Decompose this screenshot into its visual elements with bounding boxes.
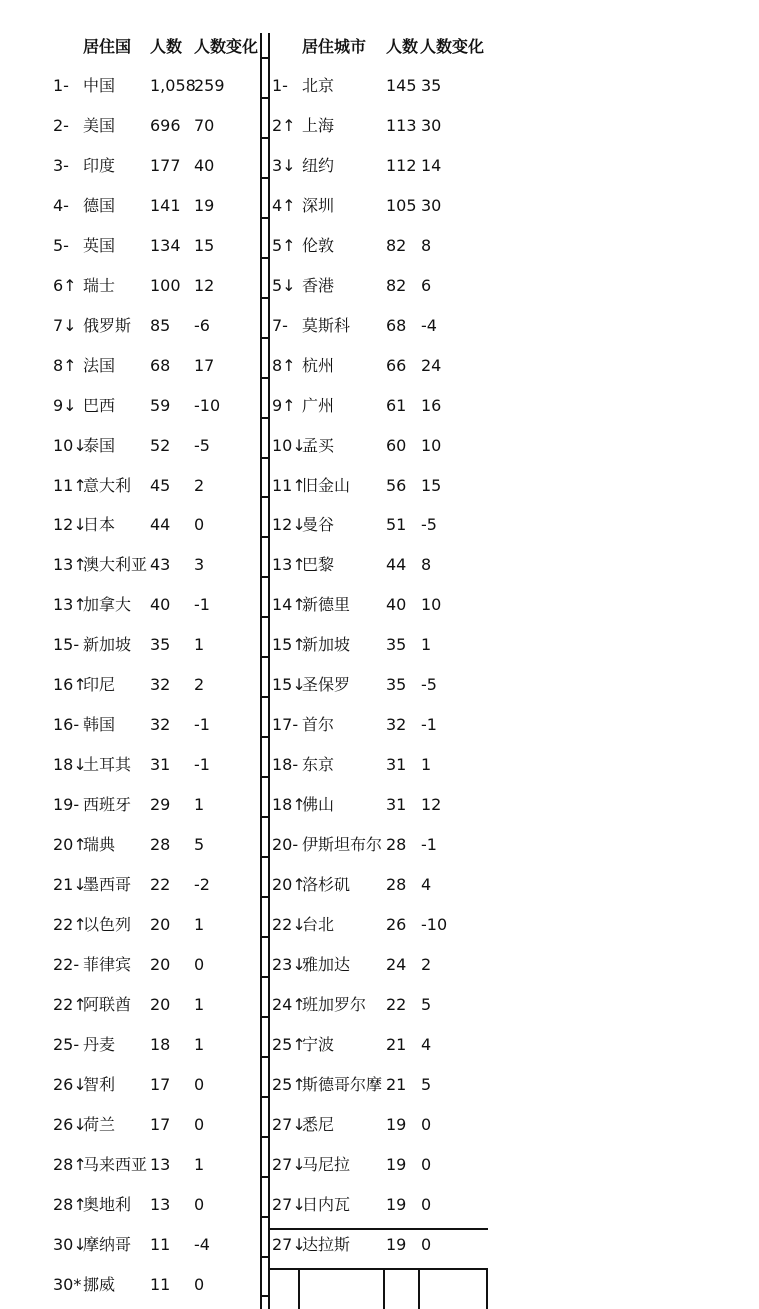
city-change: 14	[421, 155, 442, 175]
country-count: 22	[150, 875, 171, 894]
country-change: -2	[194, 875, 210, 894]
country-rank: 10↓	[53, 435, 87, 455]
country-change: 0	[194, 515, 205, 535]
city-name: 伊斯坦布尔	[302, 835, 383, 855]
city-change: 12	[421, 795, 442, 815]
city-name: 东京	[302, 755, 335, 775]
city-rank: 4↑	[272, 195, 296, 215]
divider-tick	[260, 616, 270, 618]
city-count: 68	[386, 315, 407, 335]
city-count: 82	[386, 275, 407, 295]
city-count: 60	[386, 435, 407, 455]
divider-tick	[260, 457, 270, 459]
city-count: 145	[386, 76, 417, 95]
country-name: 法国	[83, 355, 116, 375]
country-rank: 13↑	[53, 595, 87, 615]
city-count: 31	[386, 795, 407, 815]
country-count: 52	[150, 435, 171, 455]
city-rank: 5↑	[272, 235, 296, 255]
city-rank: 25↑	[272, 1074, 306, 1094]
country-rank: 6↑	[53, 275, 77, 295]
city-rank: 1-	[272, 76, 288, 95]
country-name: 丹麦	[83, 1034, 116, 1054]
city-count: 61	[386, 395, 407, 415]
city-rank: 27↓	[272, 1234, 306, 1254]
country-change: 1	[194, 635, 205, 655]
country-count: 11	[150, 1234, 171, 1254]
country-count: 141	[150, 195, 181, 215]
country-change: 17	[194, 355, 215, 375]
divider-tick	[260, 1256, 270, 1258]
divider-tick	[260, 1056, 270, 1058]
city-name: 日内瓦	[302, 1194, 351, 1214]
divider-tick	[260, 257, 270, 259]
city-name: 北京	[302, 76, 335, 95]
city-count: 19	[386, 1194, 407, 1214]
city-name: 首尔	[302, 715, 335, 735]
city-count: 22	[386, 994, 407, 1014]
city-name: 新加坡	[302, 635, 351, 655]
city-count: 26	[386, 914, 407, 934]
country-change: 15	[194, 235, 215, 255]
country-rank: 15-	[53, 635, 80, 655]
city-change: 5	[421, 994, 432, 1014]
country-count: 11	[150, 1274, 171, 1294]
divider-tick	[260, 816, 270, 818]
city-change: 16	[421, 395, 442, 415]
city-change: 0	[421, 1194, 432, 1214]
divider-tick	[260, 1176, 270, 1178]
country-count: 31	[150, 755, 171, 775]
country-change: 1	[194, 1034, 205, 1054]
city-change: 15	[421, 475, 442, 495]
city-rank: 22↓	[272, 914, 306, 934]
city-name: 伦敦	[302, 235, 335, 255]
city-rank: 2↑	[272, 115, 296, 135]
country-rank: 7↓	[53, 315, 77, 335]
country-count: 134	[150, 235, 181, 255]
city-change: 8	[421, 555, 432, 575]
city-change: -1	[421, 715, 437, 735]
country-count: 43	[150, 555, 171, 575]
city-change: 4	[421, 875, 432, 894]
country-name: 以色列	[83, 914, 132, 934]
country-name: 墨西哥	[83, 875, 132, 894]
country-name: 德国	[83, 195, 116, 215]
country-name: 印度	[83, 155, 116, 175]
header-city: 居住城市	[302, 37, 367, 56]
country-rank: 26↓	[53, 1114, 87, 1134]
divider-tick	[260, 856, 270, 858]
city-count: 28	[386, 875, 407, 894]
divider-tick	[260, 536, 270, 538]
city-rank: 24↑	[272, 994, 306, 1014]
divider-tick	[260, 776, 270, 778]
divider-tick	[260, 1016, 270, 1018]
city-rank: 15↓	[272, 675, 306, 695]
city-count: 82	[386, 235, 407, 255]
empty-grid-top-rule	[270, 1268, 488, 1270]
country-name: 巴西	[83, 395, 116, 415]
city-rank: 20-	[272, 835, 299, 855]
city-name: 宁波	[302, 1034, 335, 1054]
city-count: 19	[386, 1234, 407, 1254]
city-change: 8	[421, 235, 432, 255]
city-rank: 20↑	[272, 875, 306, 894]
country-rank: 5-	[53, 235, 69, 255]
city-name: 雅加达	[302, 954, 351, 974]
city-name: 上海	[302, 115, 335, 135]
country-count: 17	[150, 1074, 171, 1094]
country-count: 100	[150, 275, 181, 295]
city-name: 纽约	[302, 155, 335, 175]
city-change: -4	[421, 315, 437, 335]
country-change: 2	[194, 475, 205, 495]
divider-tick	[260, 377, 270, 379]
country-change: 1	[194, 795, 205, 815]
city-rank: 27↓	[272, 1194, 306, 1214]
divider-tick	[260, 97, 270, 99]
country-change: 3	[194, 555, 205, 575]
divider-tick	[260, 417, 270, 419]
divider-tick	[260, 896, 270, 898]
city-rank: 27↓	[272, 1154, 306, 1174]
divider-line	[268, 33, 270, 1309]
country-name: 奥地利	[83, 1194, 132, 1214]
country-change: -1	[194, 715, 210, 735]
country-count: 1,058	[150, 76, 196, 95]
city-name: 佛山	[302, 795, 335, 815]
country-name: 西班牙	[83, 795, 132, 815]
empty-grid-line	[486, 1268, 488, 1309]
country-name: 泰国	[83, 435, 116, 455]
country-rank: 20↑	[53, 835, 87, 855]
city-change: 6	[421, 275, 432, 295]
country-rank: 13↑	[53, 555, 87, 575]
city-change: -10	[421, 914, 448, 934]
country-count: 32	[150, 715, 171, 735]
country-rank: 25-	[53, 1034, 80, 1054]
country-count: 68	[150, 355, 171, 375]
country-change: 0	[194, 1274, 205, 1294]
country-rank: 4-	[53, 195, 69, 215]
city-name: 马尼拉	[302, 1154, 351, 1174]
divider-tick	[260, 1216, 270, 1218]
city-name: 悉尼	[302, 1114, 335, 1134]
city-rank: 27↓	[272, 1114, 306, 1134]
city-change: 2	[421, 954, 432, 974]
header-change: 人数变化	[194, 37, 259, 56]
city-name: 圣保罗	[302, 675, 351, 695]
divider-tick	[260, 337, 270, 339]
country-rank: 28↑	[53, 1154, 87, 1174]
city-change: -1	[421, 835, 437, 855]
divider-tick	[260, 217, 270, 219]
city-change: 0	[421, 1154, 432, 1174]
country-rank: 26↓	[53, 1074, 87, 1094]
city-change: 24	[421, 355, 442, 375]
country-change: -1	[194, 595, 210, 615]
divider-tick	[260, 1136, 270, 1138]
empty-grid-line	[418, 1268, 420, 1309]
city-count: 44	[386, 555, 407, 575]
country-rank: 11↑	[53, 475, 87, 495]
city-count: 24	[386, 954, 407, 974]
country-name: 美国	[83, 115, 116, 135]
divider-tick	[260, 576, 270, 578]
country-count: 28	[150, 835, 171, 855]
divider-tick	[260, 137, 270, 139]
city-name: 达拉斯	[302, 1234, 351, 1254]
city-rank: 11↑	[272, 475, 306, 495]
country-name: 澳大利亚	[83, 555, 148, 575]
city-rank: 3↓	[272, 155, 296, 175]
city-change: 0	[421, 1234, 432, 1254]
country-rank: 1-	[53, 76, 69, 95]
city-name: 新德里	[302, 595, 351, 615]
city-rank: 8↑	[272, 355, 296, 375]
city-count: 21	[386, 1074, 407, 1094]
country-count: 45	[150, 475, 171, 495]
city-rank: 17-	[272, 715, 299, 735]
city-count: 28	[386, 835, 407, 855]
country-rank: 9↓	[53, 395, 77, 415]
country-count: 13	[150, 1194, 171, 1214]
country-change: 259	[194, 76, 225, 95]
city-name: 曼谷	[302, 515, 335, 535]
country-count: 696	[150, 115, 181, 135]
country-rank: 8↑	[53, 355, 77, 375]
country-count: 35	[150, 635, 171, 655]
city-change: 35	[421, 76, 442, 95]
city-name: 巴黎	[302, 555, 335, 575]
country-change: -4	[194, 1234, 210, 1254]
country-name: 韩国	[83, 715, 116, 735]
country-rank: 28↑	[53, 1194, 87, 1214]
country-count: 20	[150, 914, 171, 934]
divider-tick	[260, 177, 270, 179]
country-change: 2	[194, 675, 205, 695]
country-change: 1	[194, 914, 205, 934]
divider-tick	[260, 1096, 270, 1098]
city-count: 113	[386, 115, 417, 135]
city-rank: 18↑	[272, 795, 306, 815]
city-change: 4	[421, 1034, 432, 1054]
country-name: 日本	[83, 515, 116, 535]
city-count: 19	[386, 1114, 407, 1134]
country-change: -6	[194, 315, 210, 335]
divider-line	[260, 33, 262, 1309]
country-change: 70	[194, 115, 215, 135]
city-change: -5	[421, 515, 437, 535]
country-rank: 30*	[53, 1274, 82, 1294]
country-rank: 2-	[53, 115, 69, 135]
country-rank: 30↓	[53, 1234, 87, 1254]
header-city-count: 人数	[386, 37, 419, 56]
country-rank: 12↓	[53, 515, 87, 535]
divider-tick	[260, 57, 270, 59]
country-change: 5	[194, 835, 205, 855]
city-name: 香港	[302, 275, 335, 295]
city-rank: 15↑	[272, 635, 306, 655]
empty-grid-line	[298, 1268, 300, 1309]
country-count: 20	[150, 994, 171, 1014]
city-change: 1	[421, 635, 432, 655]
country-name: 荷兰	[83, 1114, 116, 1134]
country-count: 44	[150, 515, 171, 535]
country-change: 0	[194, 1074, 205, 1094]
country-change: -1	[194, 755, 210, 775]
country-rank: 22↑	[53, 914, 87, 934]
empty-grid-line	[383, 1268, 385, 1309]
country-change: -10	[194, 395, 221, 415]
country-change: 0	[194, 1114, 205, 1134]
city-change: 5	[421, 1074, 432, 1094]
city-count: 19	[386, 1154, 407, 1174]
city-change: -5	[421, 675, 437, 695]
city-change: 30	[421, 195, 442, 215]
country-rank: 22↑	[53, 994, 87, 1014]
city-name: 斯德哥尔摩	[302, 1074, 383, 1094]
city-name: 广州	[302, 395, 335, 415]
country-name: 英国	[83, 235, 116, 255]
country-count: 40	[150, 595, 171, 615]
city-rank: 9↑	[272, 395, 296, 415]
city-rank: 14↑	[272, 595, 306, 615]
country-name: 瑞典	[83, 835, 116, 855]
city-change: 30	[421, 115, 442, 135]
country-count: 13	[150, 1154, 171, 1174]
country-name: 土耳其	[83, 755, 132, 775]
divider-tick	[260, 936, 270, 938]
country-change: -5	[194, 435, 210, 455]
country-name: 智利	[83, 1074, 116, 1094]
header-city-change: 人数变化	[420, 37, 485, 56]
city-rank: 13↑	[272, 555, 306, 575]
country-change: 1	[194, 1154, 205, 1174]
divider-tick	[260, 297, 270, 299]
country-name: 阿联酋	[83, 994, 132, 1014]
country-name: 印尼	[83, 675, 116, 695]
city-count: 56	[386, 475, 407, 495]
city-rank: 18-	[272, 755, 299, 775]
country-count: 29	[150, 795, 171, 815]
country-rank: 18↓	[53, 755, 87, 775]
country-name: 意大利	[83, 475, 132, 495]
divider-tick	[260, 656, 270, 658]
city-rank: 7-	[272, 315, 288, 335]
city-rank: 10↓	[272, 435, 306, 455]
country-name: 俄罗斯	[83, 315, 132, 335]
city-table-bottom-rule	[270, 1228, 488, 1230]
country-change: 0	[194, 954, 205, 974]
divider-tick	[260, 976, 270, 978]
city-count: 35	[386, 635, 407, 655]
city-name: 孟买	[302, 435, 335, 455]
country-count: 20	[150, 954, 171, 974]
city-rank: 25↑	[272, 1034, 306, 1054]
country-rank: 16↑	[53, 675, 87, 695]
country-name: 中国	[83, 76, 116, 95]
divider-tick	[260, 1295, 270, 1297]
city-count: 112	[386, 155, 417, 175]
divider-tick	[260, 496, 270, 498]
country-name: 摩纳哥	[83, 1234, 132, 1254]
country-rank: 22-	[53, 954, 80, 974]
country-name: 挪威	[83, 1274, 116, 1294]
country-change: 19	[194, 195, 215, 215]
city-count: 21	[386, 1034, 407, 1054]
country-change: 1	[194, 994, 205, 1014]
city-name: 旧金山	[302, 475, 351, 495]
country-rank: 21↓	[53, 875, 87, 894]
divider-tick	[260, 696, 270, 698]
country-change: 40	[194, 155, 215, 175]
header-count: 人数	[150, 37, 183, 56]
header-country: 居住国	[83, 37, 132, 56]
city-count: 35	[386, 675, 407, 695]
country-count: 17	[150, 1114, 171, 1134]
country-change: 0	[194, 1194, 205, 1214]
city-rank: 23↓	[272, 954, 306, 974]
city-count: 31	[386, 755, 407, 775]
city-rank: 5↓	[272, 275, 296, 295]
city-change: 1	[421, 755, 432, 775]
country-name: 加拿大	[83, 595, 132, 615]
country-rank: 19-	[53, 795, 80, 815]
city-count: 105	[386, 195, 417, 215]
city-count: 66	[386, 355, 407, 375]
city-count: 32	[386, 715, 407, 735]
city-name: 洛杉矶	[302, 875, 351, 894]
country-rank: 3-	[53, 155, 69, 175]
city-rank: 12↓	[272, 515, 306, 535]
country-name: 瑞士	[83, 275, 116, 295]
city-count: 51	[386, 515, 407, 535]
country-count: 85	[150, 315, 171, 335]
city-change: 10	[421, 435, 442, 455]
country-count: 59	[150, 395, 171, 415]
city-name: 班加罗尔	[302, 994, 367, 1014]
country-count: 18	[150, 1034, 171, 1054]
country-name: 新加坡	[83, 635, 132, 655]
city-name: 台北	[302, 914, 335, 934]
country-count: 32	[150, 675, 171, 695]
city-count: 40	[386, 595, 407, 615]
city-change: 10	[421, 595, 442, 615]
city-name: 莫斯科	[302, 315, 351, 335]
country-name: 马来西亚	[83, 1154, 148, 1174]
city-change: 0	[421, 1114, 432, 1134]
country-count: 177	[150, 155, 181, 175]
city-name: 杭州	[302, 355, 335, 375]
city-name: 深圳	[302, 195, 335, 215]
country-rank: 16-	[53, 715, 80, 735]
country-change: 12	[194, 275, 215, 295]
country-name: 菲律宾	[83, 954, 132, 974]
divider-tick	[260, 736, 270, 738]
